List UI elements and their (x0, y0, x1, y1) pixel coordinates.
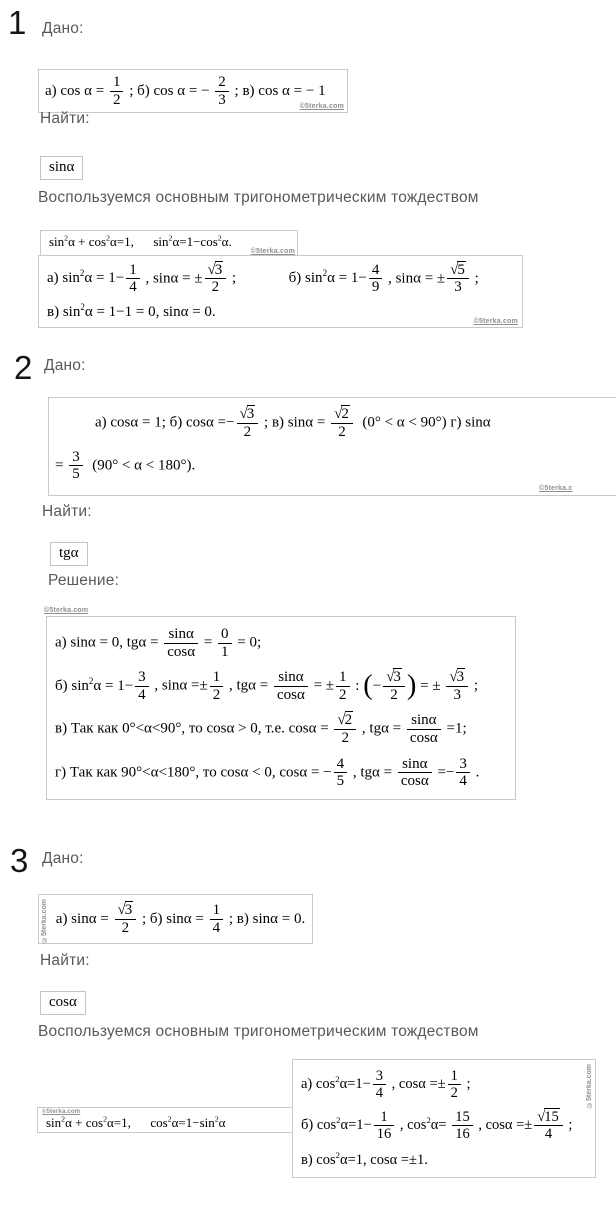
solution-line: а) $\sin^2\alpha = 1-$ $\frac{1}{4}$ , sinα = ± $\frac{√3}{2}$ ; б) $\sin^2\alpha = 1-$ $\frac{4}{9}$ , sinα = ± $\frac{√5}{3}$ ; (47, 261, 479, 296)
watermark: ©5terka.com (473, 318, 518, 325)
watermark: ©5terka.com (41, 899, 48, 943)
problem-2-given-label: Дано: (44, 357, 86, 374)
problem-3-find-label: Найти: (40, 952, 90, 969)
watermark: ©5terka.com (586, 1064, 593, 1108)
problem-1-given-formula-box (38, 69, 348, 113)
solution-line: б) $\sin^2\alpha = 1-$ $\frac{3}{4}$ , sinα =± $\frac{1}{2}$ , tgα = $\frac{\sin\alpha}{\cos\alpha}$ = ± $\frac{1}{2}$ : (− $\frac{√3}{2}$ ) = ± $\frac{√3}{3}$ ; (55, 669, 479, 703)
problem-3-number: 3 (10, 842, 29, 879)
problem-3-identity-note: Воспользуемся основным тригонометрическим тождеством (38, 1023, 479, 1040)
problem-3-identity-formula: $\sin^2\alpha + \cos^2\alpha=1$, $\cos^2\alpha=1-\sin^2\alpha$ (46, 1115, 226, 1131)
problem-1-identity-box (40, 230, 298, 256)
problem-1-find-value-box: sinα (40, 156, 83, 180)
problem-1-given-formula: а) cos α = $\frac{1}{2}$ ; б) cos α = − $\frac{2}{3}$ ; в) cos α = − 1 (45, 73, 326, 108)
watermark: ©5terka.com (42, 1109, 81, 1115)
problem-2-find-value-box: tgα (50, 542, 88, 566)
problem-3-find-value-box: cosα (40, 991, 86, 1015)
problem-3-solution-box (292, 1059, 596, 1178)
problem-3-identity-box (37, 1107, 293, 1133)
watermark: ©5terka.com (44, 607, 89, 614)
problem-2-given-formula-box (48, 397, 616, 496)
problem-1-identity-formula: $\sin^2\alpha + \cos^2\alpha=1$, $\sin^2\alpha=1-\cos^2\alpha$. (49, 234, 232, 250)
solution-line: г) Так как 90°<α<180°, то cosα < 0, cosα = − $\frac{4}{5}$ , tgα = $\frac{\sin\alpha}{\cos\alpha}$ =− $\frac{3}{4}$ . (55, 755, 480, 790)
problem-2-number: 2 (14, 349, 33, 386)
problem-2-solution-label: Решение: (48, 572, 120, 589)
problem-1-given-label: Дано: (42, 20, 84, 37)
problem-3-given-label: Дано: (42, 850, 84, 867)
solution-line: в) $\sin^2\alpha = 1-1 = 0$, sinα = 0. (47, 301, 216, 320)
problem-2-find-label: Найти: (42, 503, 92, 520)
problem-1-find-label: Найти: (40, 110, 90, 127)
solution-line: а) $\cos^2\alpha=1-$ $\frac{3}{4}$ , cosα =± $\frac{1}{2}$ ; (301, 1067, 471, 1101)
problem-1-identity-note: Воспользуемся основным тригонометрическим тождеством (38, 189, 479, 206)
problem-3-given-formula: а) sinα = $\frac{√3}{2}$ ; б) sinα = $\frac{1}{4}$ ; в) sinα = 0. (55, 901, 306, 936)
watermark: ©5terka.com (299, 103, 344, 110)
solution-line: а) sinα = 0, tgα = $\frac{\sin\alpha}{\cos\alpha}$ = $\frac{0}{1}$ = 0; (55, 625, 262, 660)
problem-1-number: 1 (8, 4, 27, 41)
solution-line: в) Так как 0°<α<90°, то cosα > 0, т.е. cosα = $\frac{√2}{2}$ , tgα = $\frac{\sin\alpha}{\cos\alpha}$ =1; (55, 712, 467, 747)
watermark: ©5terka.c (539, 485, 573, 492)
solution-line: б) $\cos^2\alpha=1-$ $\frac{1}{16}$ , $\cos^2\alpha=$ $\frac{15}{16}$ , cosα =± $\frac{√15}{4}$ ; (301, 1109, 573, 1143)
problem-3-given-formula-box (38, 894, 313, 944)
problem-2-solution-box (46, 616, 516, 800)
problem-1-solution-box (38, 255, 523, 328)
watermark: ©5terka.com (250, 248, 295, 255)
problem-2-given-line: = $\frac{3}{5}$ (90° < α < 180°). (55, 448, 196, 483)
solution-line: в) $\cos^2\alpha=1$, cosα =±1. (301, 1150, 428, 1169)
problem-2-given-line: а) cosα = 1; б) cosα =− $\frac{√3}{2}$ ; в) sinα = $\frac{√2}{2}$ (0° < α < 90°) г) sinα (95, 406, 491, 440)
